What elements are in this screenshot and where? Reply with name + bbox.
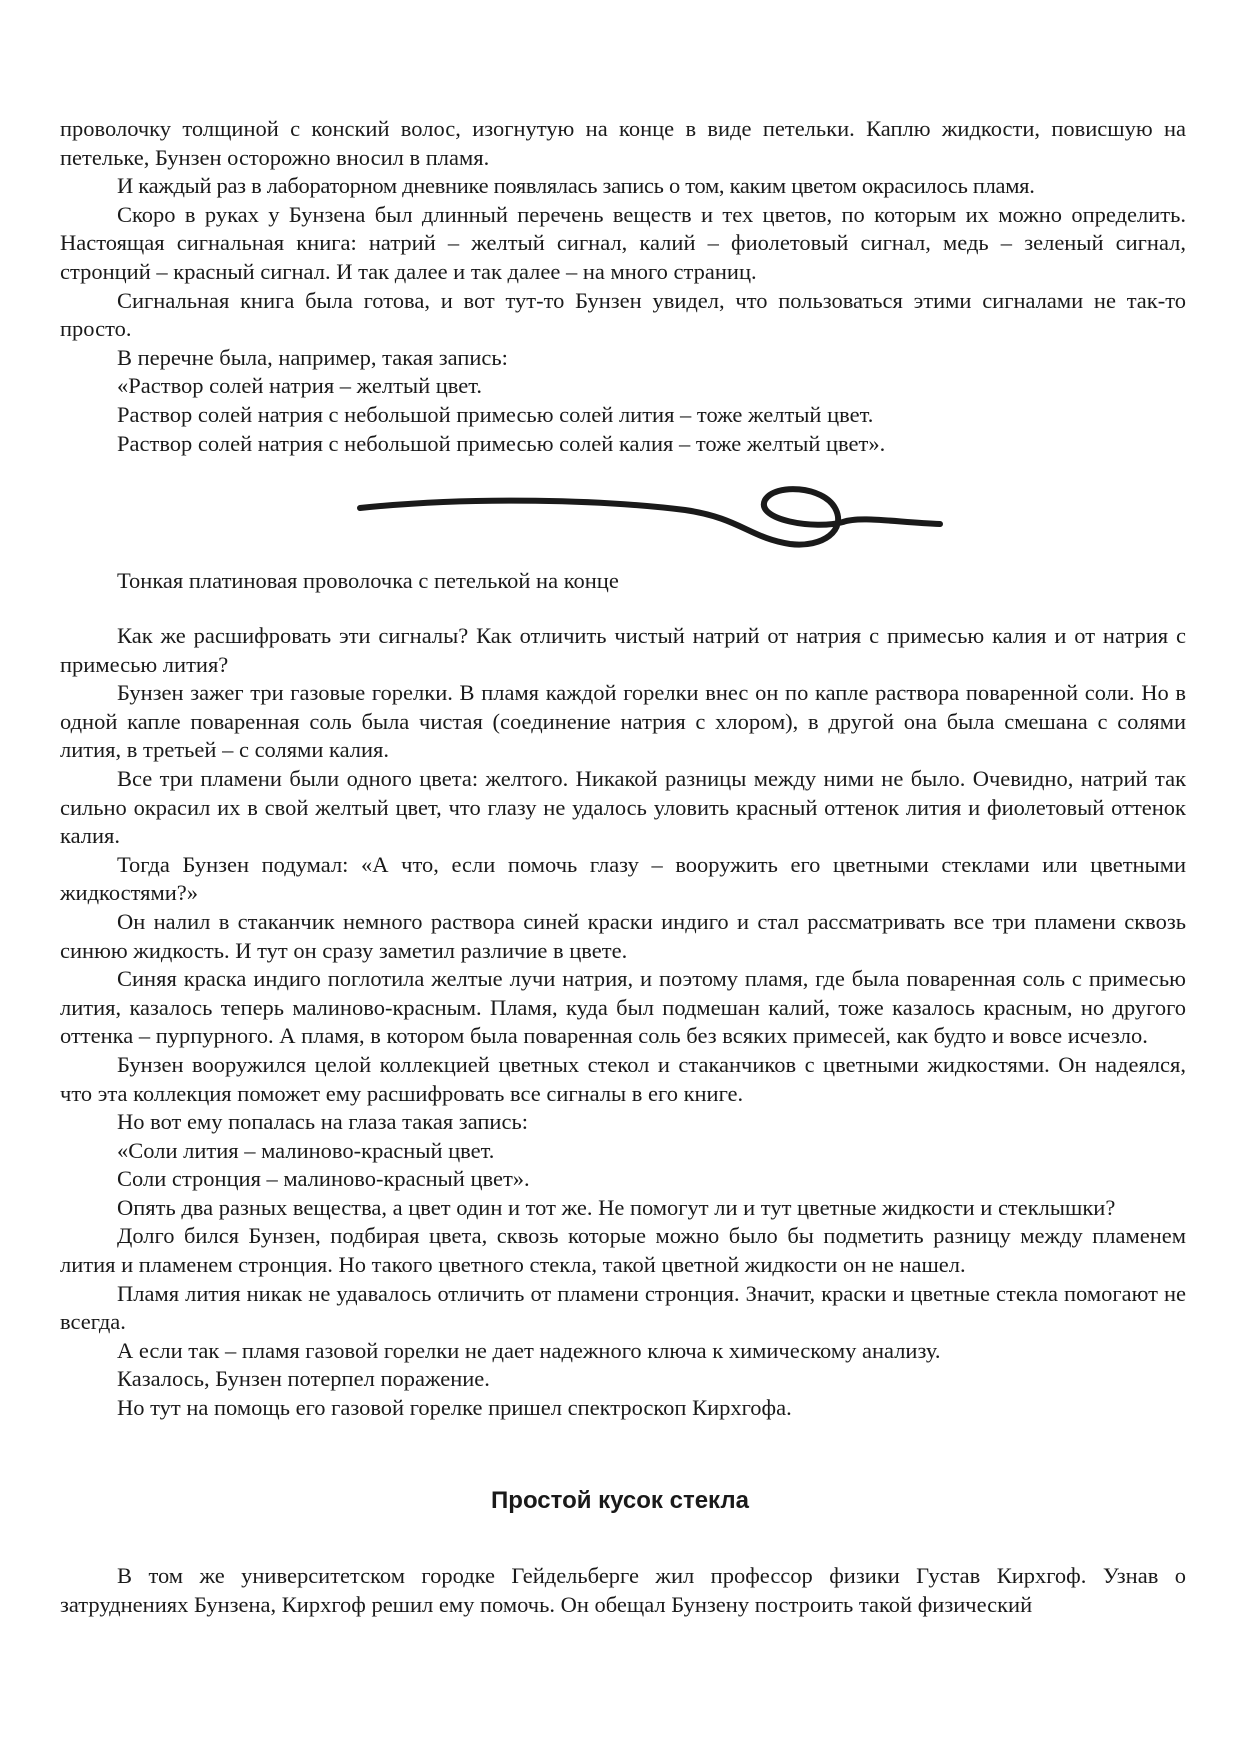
- paragraph: Бунзен зажег три газовые горелки. В пламя каждой горелки внес он по капле раствора поваренной соли. Но в одной капле поваренная соль была чистая (соединение натрия с хлором), в другой она была смешана с солями лития, в третьей – с солями калия.: [60, 680, 1186, 763]
- text-block-bottom: [60, 1562, 1186, 1619]
- text-block-middle: [60, 622, 1186, 1423]
- paragraph: Но тут на помощь его газовой горелке пришел спектроскоп Кирхгофа.: [117, 1395, 792, 1421]
- text-block-top: [60, 115, 1186, 458]
- paragraph: «Раствор солей натрия – желтый цвет.: [117, 373, 483, 399]
- paragraph: А если так – пламя газовой горелки не дает надежного ключа к химическому анализу.: [117, 1337, 941, 1363]
- paragraph: Все три пламени были одного цвета: желтого. Никакой разницы между ними не было. Очевидно, натрий так сильно окрасил их в свой желтый цвет, что глазу не удалось уловить красный оттенок лития и фиолетовый оттенок калия.: [60, 765, 1186, 849]
- paragraph: Скоро в руках у Бунзена был длинный перечень веществ и тех цветов, по которым их можно определить. Настоящая сигнальная книга: натрий – желтый сигнал, калий – фиолетовый сигнал, медь – зеленый сигнал, стронций – красный сигнал. И так далее и так далее – на много страниц.: [60, 201, 1186, 284]
- platinum-wire-loop-illustration: [355, 478, 945, 558]
- paragraph: Долго бился Бунзен, подбирая цвета, сквозь которые можно было бы подметить разницу между пламенем лития и пламенем стронция. Но такого цветного стекла, такой цветной жидкости он не нашел.: [60, 1223, 1186, 1278]
- paragraph: Опять два разных вещества, а цвет один и тот же. Не помогут ли и тут цветные жидкости и стеклышки?: [117, 1194, 1116, 1220]
- paragraph: Соли стронция – малиново-красный цвет».: [117, 1166, 530, 1192]
- figure-caption: Тонкая платиновая проволочка с петелькой на конце: [117, 568, 619, 593]
- paragraph: И каждый раз в лабораторном дневнике появлялась запись о том, каким цветом окрасилось пламя.: [117, 173, 1035, 199]
- paragraph: Как же расшифровать эти сигналы? Как отличить чистый натрий от натрия с примесью калия и от натрия с примесью лития?: [60, 623, 1186, 677]
- paragraph: В том же университетском городке Гейдельберге жил профессор физики Густав Кирхгоф. Узнав о затруднениях Бунзена, Кирхгоф решил ему помочь. Он обещал Бунзену построить такой физический: [60, 1563, 1186, 1617]
- paragraph: Синяя краска индиго поглотила желтые лучи натрия, и поэтому пламя, где была поваренная соль с примесью лития, казалось теперь малиново-красным. Пламя, куда был подмешан калий, тоже казалось красным, но другого оттенка – пурпурного. А пламя, в котором была поваренная соль без всяких примесей, как будто и вовсе исчезло.: [60, 966, 1186, 1049]
- paragraph: Пламя лития никак не удавалось отличить от пламени стронция. Значит, краски и цветные стекла помогают не всегда.: [60, 1280, 1186, 1335]
- paragraph: Раствор солей натрия с небольшой примесью солей калия – тоже желтый цвет».: [117, 430, 886, 456]
- paragraph: Раствор солей натрия с небольшой примесью солей лития – тоже желтый цвет.: [117, 401, 874, 427]
- paragraph: В перечне была, например, такая запись:: [117, 344, 508, 370]
- paragraph: Бунзен вооружился целой коллекцией цветных стекол и стаканчиков с цветными жидкостями. Он надеялся, что эта коллекция поможет ему расшифровать все сигналы в его книге.: [60, 1051, 1186, 1106]
- paragraph: «Соли лития – малиново-красный цвет.: [117, 1137, 495, 1163]
- section-heading: Простой кусок стекла: [491, 1487, 749, 1514]
- paragraph: Казалось, Бунзен потерпел поражение.: [117, 1366, 490, 1392]
- wire-stroke: [360, 489, 940, 544]
- paragraph: Он налил в стаканчик немного раствора синей краски индиго и стал рассматривать все три пламени сквозь синюю жидкость. И тут он сразу заметил различие в цвете.: [60, 908, 1186, 963]
- paragraph: проволочку толщиной с конский волос, изогнутую на конце в виде петельки. Каплю жидкости, повисшую на петельке, Бунзен осторожно вносил в пламя.: [60, 116, 1186, 170]
- paragraph: Сигнальная книга была готова, и вот тут-то Бунзен увидел, что пользоваться этими сигналами не так-то просто.: [60, 287, 1186, 342]
- paragraph: Тогда Бунзен подумал: «А что, если помочь глазу – вооружить его цветными стеклами или цветными жидкостями?»: [60, 851, 1186, 906]
- paragraph: Но вот ему попалась на глаза такая запись:: [117, 1109, 528, 1135]
